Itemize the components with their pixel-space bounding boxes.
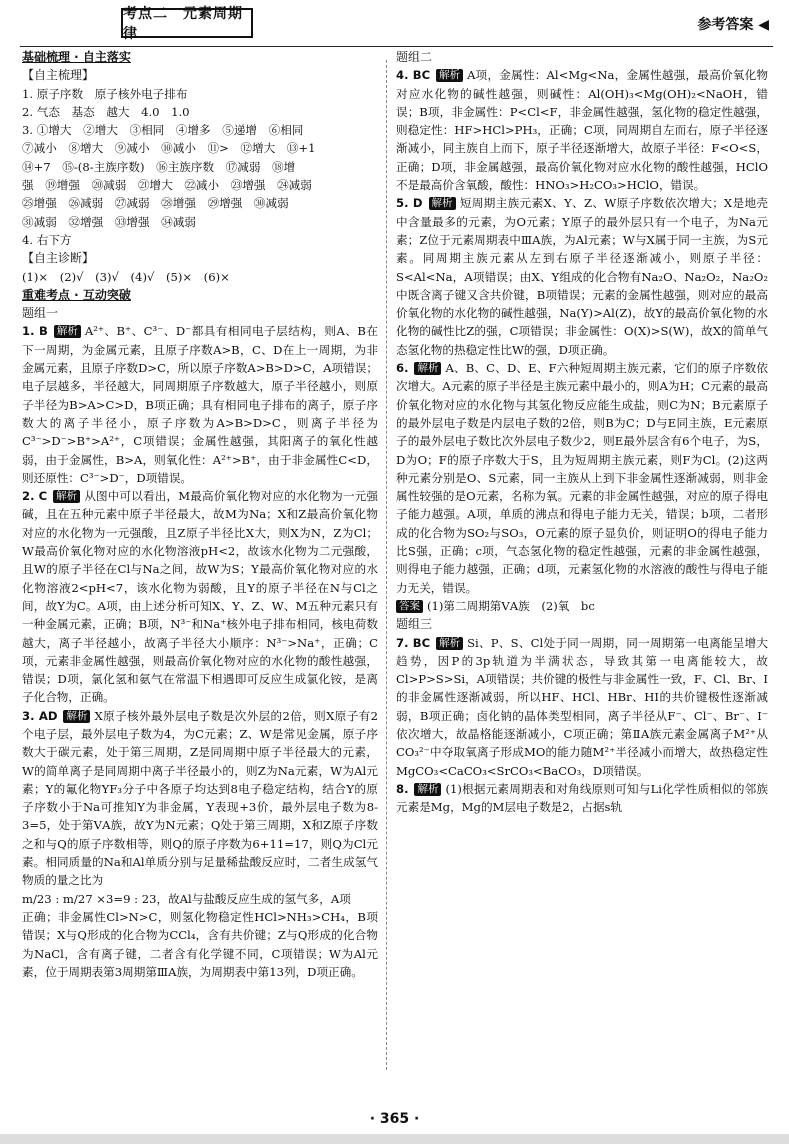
right-column xyxy=(396,48,768,816)
question-5 xyxy=(396,194,768,359)
answer-tag: 答案 xyxy=(396,600,423,613)
review-line: 4. 右下方 xyxy=(22,232,72,247)
question-6 xyxy=(396,359,768,597)
question-analysis: Si、P、S、Cl处于同一周期，同一周期第一电离能呈增大趋势，因P的3p轨道为半满状态，导致其第一电离能较大，故Cl>P>S>Si，A项错误；共价键的极性与非金属性一致，F、Cl、Br、I的非金属性逐渐减弱，所以HF、HCl、HBr、HI的共价键极性逐渐减弱，B项正确；卤化钠的晶体类型相同，离子半径从F⁻、Cl⁻、Br⁻、I⁻依次增大，故晶格能逐渐减小，C项正确；第ⅡA族元素金属离子M²⁺从CO₃²⁻中夺取氧离子形成MO的能力随M²⁺半径减小而增大，故热稳定性MgCO₃<CaCO₃<SrCO₃<BaCO₃，D项错误。 xyxy=(396,635,768,778)
question-analysis: 从图中可以看出，M最高价氧化物对应的水化物为一元强碱，且在五种元素中原子半径最大，故M为Na；X和Z最高价氧化物对应的水化物为一元强酸，且Z原子半径比X大，则X为N，Z为Cl；W最高价氧化物对应的水化物溶液pH<2，故该水化物为二元强酸，且W的原子半径在Cl与Na之间，故W为S；Y最高价氧化物对应的水化物溶液2<pH<7，该水化物为弱酸，且Y的原子半径在N与Cl之间，故Y为C。A项，由上述分析可知X、Y、Z、W、M五种元素只有一种金属元素，正确；B项，N³⁻和Na⁺核外电子排布相同，核电荷数越大，离子半径越小，故离子半径大小顺序：N³⁻>Na⁺，正确；C项，元素非金属性越强，则最高价氧化物对应的水化物的酸性越强，错误；D项，氯化氢和氨气在常温下相遇即可反应生成氯化铵，是离子化合物，正确。 xyxy=(22,489,378,705)
question-analysis: 短周期主族元素X、Y、Z、W原子序数依次增大；X是地壳中含量最多的元素，为O元素；Y原子的最外层只有一个电子，为Na元素；Z位于元素周期表中ⅢA族，为Al元素；W与X属于同一主族，为S元素。同周期主族元素从左到右原子半径逐渐减小，则原子半径：S<Al<Na，A项错误；由X、Y组成的化合物有Na₂O、Na₂O₂，Na₂O₂中既含离子键又含共价键，B项错误；元素的金属性越强，则对应的最高价氧化物的水化物的碱性越强，Na(Y)>Al(Z)，故Y的最高价氧化物的水化物的碱性比Z的强，C项错误；非金属性：O(X)>S(W)，故X的简单气态氢化物的热稳定性比W的强，D项正确。 xyxy=(396,196,768,357)
subheading-self-review: 【自主梳理】 xyxy=(22,68,95,83)
question-1 xyxy=(22,322,378,487)
review-line: ㉕增强 ㉖减弱 ㉗减弱 ㉘增强 ㉙增强 ㉚减弱 xyxy=(22,196,289,211)
question-3 xyxy=(22,707,378,890)
answer-line xyxy=(396,597,768,615)
review-line: ⑭+7 ⑮-(8-主族序数) ⑯主族序数 ⑰减弱 ⑱增 xyxy=(22,159,296,174)
column-divider xyxy=(386,60,387,1070)
question-number: 4. BC xyxy=(396,68,431,83)
fraction-equation: m/23 : m/27 ×3=9 : 23，故Al与盐酸反应生成的氢气多，A项 xyxy=(22,891,351,906)
heading-key-points: 重难考点 · 互动突破 xyxy=(22,287,131,302)
analysis-tag: 解析 xyxy=(63,710,90,723)
analysis-tag: 解析 xyxy=(436,69,463,82)
question-number: 5. D xyxy=(396,196,423,211)
scan-edge xyxy=(0,1134,789,1144)
analysis-tag: 解析 xyxy=(53,490,80,503)
heading-basics: 基础梳理 · 自主落实 xyxy=(22,50,131,64)
question-number: 1. B xyxy=(22,324,48,339)
question-analysis: A²⁺、B⁺、C³⁻、D⁻都具有相同电子层结构，则A、B在下一周期，为金属元素，且原子序数A>B，C、D在上一周期，为非金属元素，且原子序数D>C，所以原子序数A>B>D>C，A项错误；电子层越多，半径越大，同周期原子序数越大，原子半径越小，则原子半径为B>A>C>D，B项正确；具有相同电子排布的离子，原子序数大的离子半径小，原子序数为A>B>D>C，则离子半径为C³⁻>D⁻>B⁺>A²⁺，C项错误；金属性越强，其阳离子的氧化性越弱，由于金属性，B>A，则氧化性：A²⁺>B⁺，由于非金属性C<D，则还原性：C³⁻>D⁻，D项错误。 xyxy=(22,324,378,485)
analysis-tag: 解析 xyxy=(436,637,463,650)
page-number: · 365 · xyxy=(369,1111,420,1127)
review-line: 强 ⑲增强 ⑳减弱 ㉑增大 ㉒减小 ㉓增强 ㉔减弱 xyxy=(22,178,312,193)
question-8 xyxy=(396,780,768,817)
question-2 xyxy=(22,487,378,707)
question-analysis: A项，金属性：Al<Mg<Na，金属性越强，最高价氧化物对应水化物的碱性越强，则碱性：Al(OH)₃<Mg(OH)₂<NaOH，错误；B项，非金属性：P<Cl<F，非金属性越强，氢化物的稳定性越强，则稳定性：HF>HCl>PH₃，正确；C项，同周期自左而右，原子半径逐渐减小，同主族自上而下，原子半径逐渐增大，故原子半径：F<O<S，正确；D项，非金属越强，最高价氧化物对应水化物的酸性越强，HClO不是最高价含氧酸，酸性：HNO₃>H₂CO₃>HClO，错误。 xyxy=(396,68,768,193)
review-line: ㉛减弱 ㉜增强 ㉝增强 ㉞减弱 xyxy=(22,214,196,229)
subheading-self-diagnosis: 【自主诊断】 xyxy=(22,251,95,266)
diagnosis-answers: (1)× (2)√ (3)√ (4)√ (5)× (6)× xyxy=(22,269,230,284)
question-7 xyxy=(396,634,768,780)
header-rule xyxy=(20,46,773,47)
analysis-tag: 解析 xyxy=(429,197,456,210)
question-number: 6. xyxy=(396,361,409,376)
question-number: 3. AD xyxy=(22,708,58,723)
review-line: 1. 原子序数 原子核外电子排布 xyxy=(22,86,188,101)
answer-text: (1)第二周期第ⅤA族 (2)氧 bc xyxy=(427,598,595,613)
question-number: 2. C xyxy=(22,489,48,504)
question-3-continued: 正确；非金属性Cl>N>C，则氢化物稳定性HCl>NH₃>CH₄，B项错误；X与Q形成的化合物为CCl₄，含有共价键；Z与Q形成的化合物为NaCl，含有离子键，二者含有化学键不同，C项错误；W为Al元素，位于周期表第3周期第ⅢA族，为周期表中第13列，D项正确。 xyxy=(22,909,378,979)
question-number: 8. xyxy=(396,781,409,796)
analysis-tag: 解析 xyxy=(414,783,441,796)
left-column xyxy=(22,48,378,981)
analysis-tag: 解析 xyxy=(54,325,81,338)
group-label: 题组二 xyxy=(396,50,433,64)
review-line: 2. 气态 基态 越大 4.0 1.0 xyxy=(22,104,190,119)
question-4 xyxy=(396,66,768,194)
question-analysis: (1)根据元素周期表和对角线原则可知与Li化学性质相似的邻族元素是Mg，Mg的M层电子数是2，占据s轨 xyxy=(396,781,768,815)
question-analysis: A、B、C、D、E、F六种短周期主族元素，它们的原子序数依次增大。A元素的原子半径是主族元素中最小的，则A为H；C元素的最高价氧化物对应的水化物与其氢化物反应能生成盐，则C为N；B元素原子的最外层电子数是内层电子数的2倍，则B为C；D与E同主族，E元素原子的最外层电子数比次外层电子数少2，则E最外层含有6个电子，为S，D为O；F的原子序数大于S，且为短周期主族元素，则F为Cl。(2)这两种元素分别是O、S元素，同一主族从上到下非金属性逐渐减弱，则非金属性较强的是O元素，名称为氧。元素的非金属性越强，对应的原子得电子能力越强。A项，单质的沸点和得电子能力无关，错误；b项，二者形成的化合物为SO₂与SO₃，O元素的原子显负价，则证明O的得电子能力比S强，正确；c项，气态氢化物的稳定性越强，元素的非金属性越强，则得电子能力越强，正确；d项，元素氢化物的水溶液的酸性与得电子能力无关，错误。 xyxy=(396,361,768,595)
review-line: ⑦减小 ⑧增大 ⑨减小 ⑩减小 ⑪> ⑫增大 ⑬+1 xyxy=(22,141,316,156)
group-label: 题组一 xyxy=(22,306,59,321)
question-analysis: X原子核外最外层电子数是次外层的2倍，则X原子有2个电子层，最外层电子数为4，为C元素；Z、W是常见金属，原子序数大于碳元素，处于第三周期，Z是同周期中原子半径最大的元素，W的简单离子是同周期中离子半径最小的，则Z为Na元素，W为Al元素；Y的氟化物YF₃分子中各原子均达到8电子稳定结构，结合Y的原子序数小于Na可推知Y为非金属，Y表现+3价，最外层电子数为8-3=5，处于第ⅤA族，故Y为N元素；Q处于第三周期，X和Z原子序数之和与Q的原子序数相等，则Q的原子序数为6+11=17，则Q为Cl元素。相同质量的Na和Al单质分别与足量稀盐酸反应时，二者生成氢气物质的量之比为 xyxy=(22,708,379,888)
review-line: 3. ①增大 ②增大 ③相同 ④增多 ⑤递增 ⑥相同 xyxy=(22,123,304,138)
header-label: 参考答案 ◀ xyxy=(697,17,769,33)
analysis-tag: 解析 xyxy=(414,362,441,375)
question-number: 7. BC xyxy=(396,635,431,650)
section-title: 考点二 元素周期律 xyxy=(121,8,253,38)
group-label: 题组三 xyxy=(396,617,433,632)
